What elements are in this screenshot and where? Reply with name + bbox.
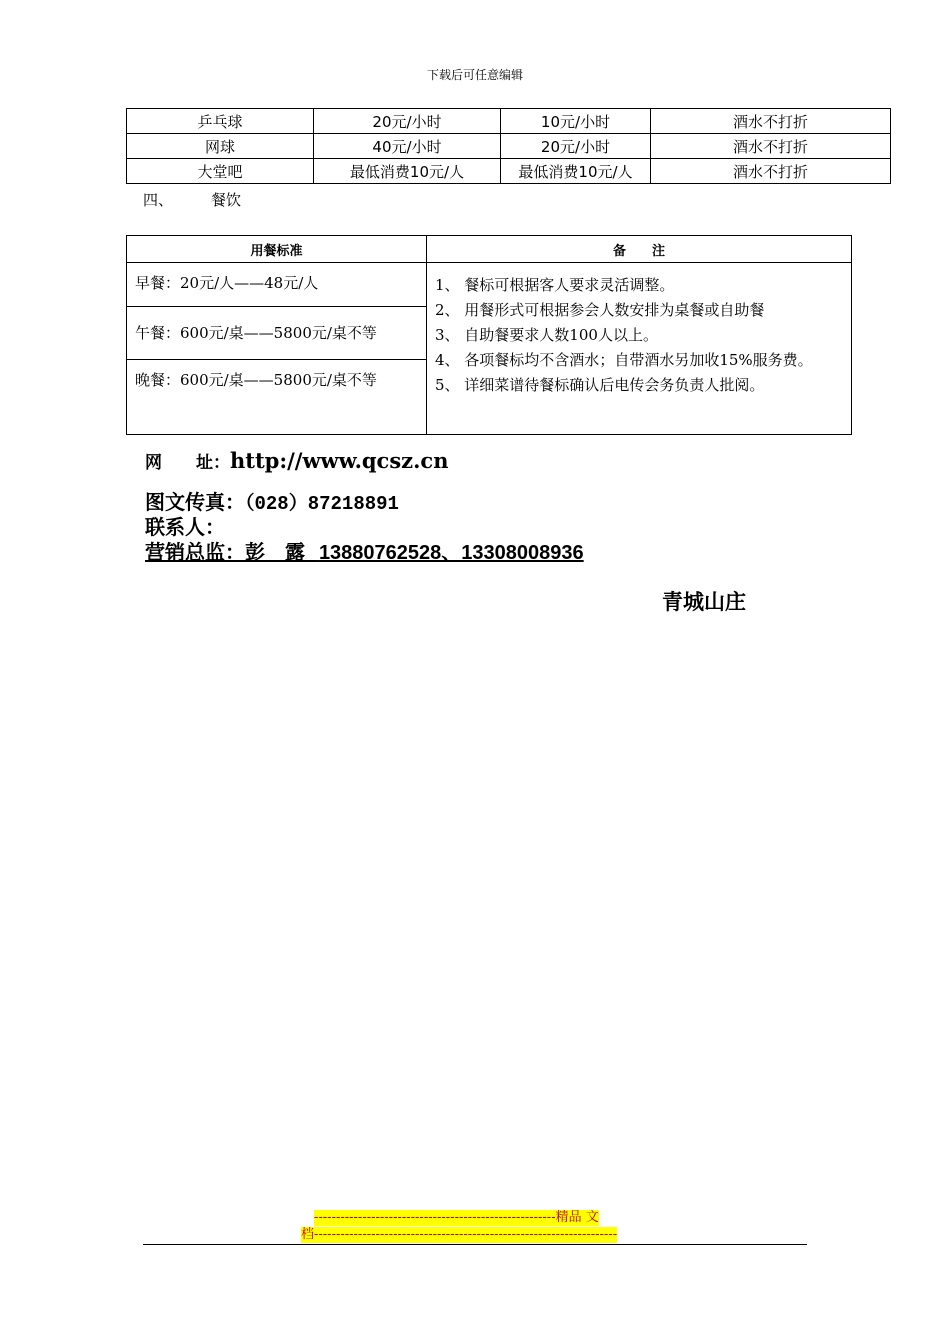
section-heading	[143, 189, 241, 210]
meal-cell-lunch	[127, 307, 427, 360]
meal-table	[126, 235, 852, 435]
sales-director-line	[145, 536, 584, 565]
sales-director-label: 营销总监：彭 露	[145, 540, 305, 564]
table-cell: 网球	[127, 134, 314, 159]
table-row	[127, 109, 891, 134]
meal-notes	[427, 263, 851, 398]
price-table	[126, 108, 891, 184]
table-cell: 大堂吧	[127, 159, 314, 184]
table-cell: 最低消费10元/人	[314, 159, 501, 184]
sales-director-phones: 13880762528、13308008936	[318, 542, 584, 564]
column-header-notes: 备 注	[427, 236, 852, 263]
meal-dinner: 晚餐：600元/桌——5800元/桌不等	[135, 371, 377, 389]
meal-cell-dinner	[127, 360, 427, 435]
table-row	[127, 263, 852, 307]
note-item: 1、 餐标可根据客人要求灵活调整。	[435, 276, 675, 294]
fax-label: 图文传真：	[145, 490, 245, 514]
note-item: 5、 详细菜谱待餐标确认后电传会务负责人批阅。	[435, 376, 765, 394]
table-row	[127, 159, 891, 184]
table-cell: 20元/小时	[501, 134, 651, 159]
organization-name: 青城山庄	[662, 590, 746, 614]
table-cell: 20元/小时	[314, 109, 501, 134]
table-cell: 酒水不打折	[651, 109, 891, 134]
meal-cell-breakfast	[127, 263, 427, 307]
note-item: 2、 用餐形式可根据参会人数安排为桌餐或自助餐	[435, 301, 765, 319]
website-line	[145, 448, 448, 473]
fax-value: （028）87218891	[245, 493, 399, 515]
website-link[interactable]: http://www.qcsz.cn	[230, 448, 449, 473]
table-cell: 10元/小时	[501, 109, 651, 134]
section-title: 餐饮	[211, 191, 242, 209]
footer-watermark-line2: 档---------------------------------------------------------------------	[301, 1227, 618, 1242]
section-number: 四、	[143, 191, 174, 209]
column-header-meal-standard: 用餐标准	[127, 236, 427, 263]
table-cell: 乒乓球	[127, 109, 314, 134]
note-item: 4、 各项餐标均不含酒水；自带酒水另加收15%服务费。	[435, 351, 813, 369]
meal-notes-cell	[427, 263, 852, 435]
table-cell: 酒水不打折	[651, 159, 891, 184]
table-row	[127, 134, 891, 159]
contact-person-label: 联系人：	[145, 515, 225, 539]
header-note: 下载后可任意编辑	[426, 68, 523, 82]
meal-breakfast: 早餐：20元/人——48元/人	[135, 274, 319, 292]
table-header-row	[127, 236, 852, 263]
footer-rule	[143, 1244, 807, 1245]
table-cell: 40元/小时	[314, 134, 501, 159]
table-cell: 酒水不打折	[651, 134, 891, 159]
footer-watermark-line1: -------------------------------------------------------精品 文	[314, 1210, 599, 1225]
table-cell: 最低消费10元/人	[501, 159, 651, 184]
meal-lunch: 午餐：600元/桌——5800元/桌不等	[135, 324, 377, 342]
note-item: 3、 自助餐要求人数100人以上。	[435, 326, 658, 344]
website-label: 网 址：	[145, 453, 230, 473]
